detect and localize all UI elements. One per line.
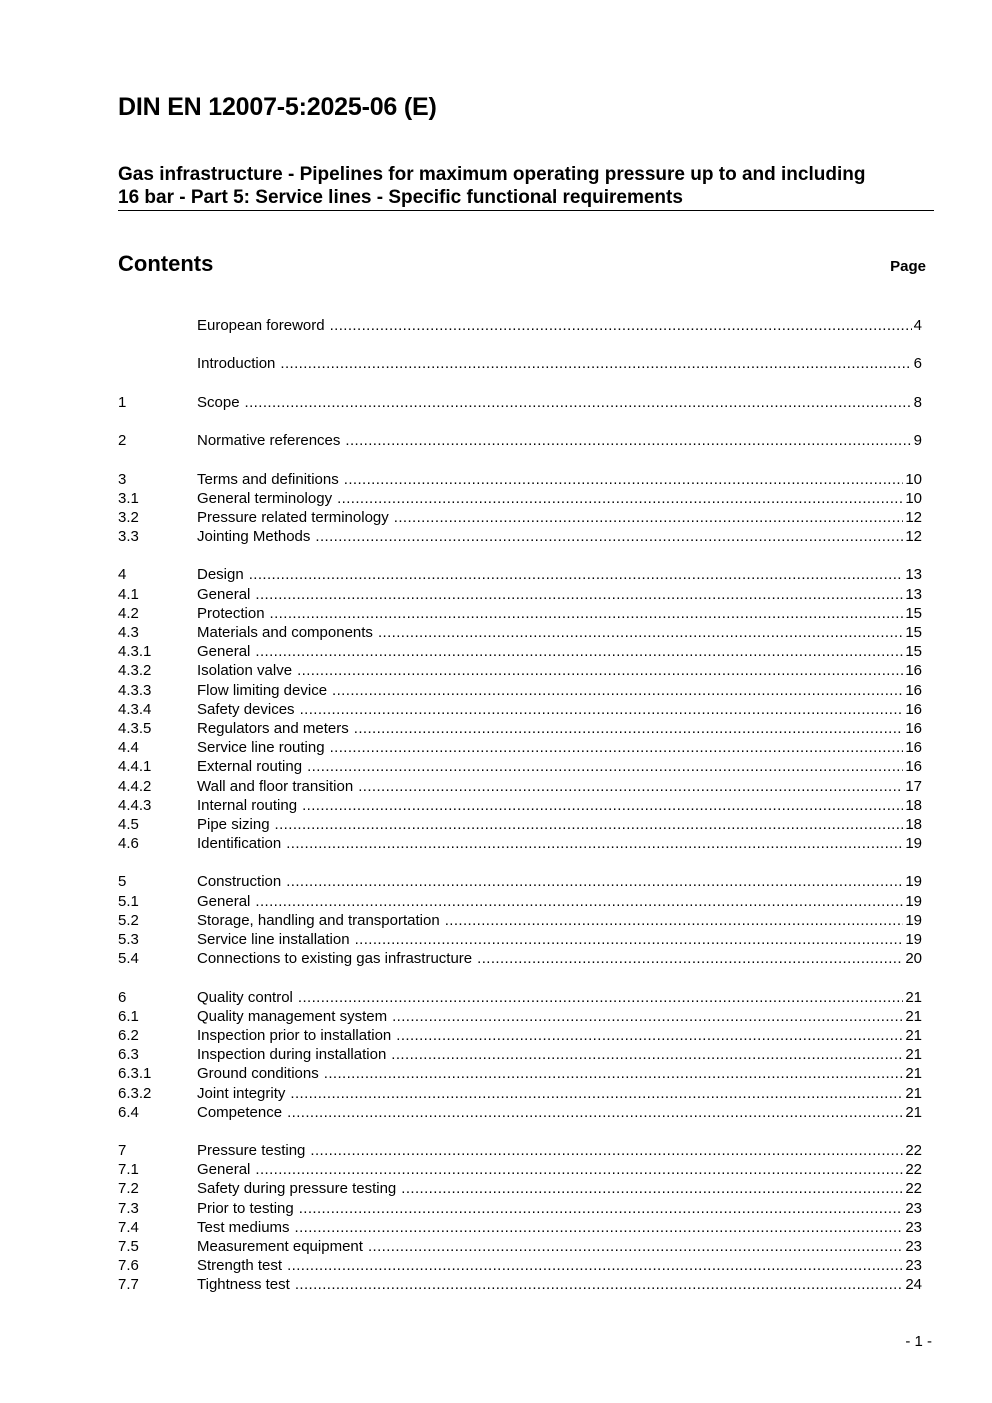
toc-entry-page: 15	[905, 604, 922, 622]
toc-entry-number: 6.3	[118, 1046, 139, 1064]
toc-entry-title: Identification	[197, 835, 282, 853]
toc-entry-title: Jointing Methods	[197, 528, 311, 546]
toc-entry-title: Service line installation	[197, 931, 350, 948]
toc-entry-title: Wall and floor transition	[197, 777, 354, 795]
toc-entry[interactable]	[118, 1141, 922, 1160]
toc-entry-page: 16	[905, 700, 922, 718]
toc-entry-number: 6.3.2	[118, 1084, 152, 1102]
toc-dot-leader	[287, 1256, 903, 1275]
toc-entry-number: 4.4	[118, 739, 139, 757]
toc-dot-leader	[368, 1237, 903, 1256]
toc-entry-page: 16	[905, 739, 922, 757]
toc-entry-title: Measurement equipment	[197, 1238, 363, 1255]
toc-entry-page: 19	[905, 873, 922, 891]
toc-entry-page: 23	[905, 1238, 922, 1255]
toc-dot-leader	[298, 988, 903, 1007]
toc-entry[interactable]	[118, 1026, 922, 1045]
toc-entry-number: 7	[118, 1142, 127, 1160]
toc-dot-leader	[249, 565, 904, 584]
toc-entry-page: 21	[905, 1084, 922, 1102]
toc-entry-number: 4.1	[118, 585, 139, 603]
toc-entry[interactable]	[118, 470, 922, 489]
toc-entry-number: 5.2	[118, 911, 139, 929]
toc-dot-leader	[286, 834, 903, 853]
toc-dot-leader	[330, 738, 904, 757]
toc-entry-title: Competence	[197, 1103, 283, 1121]
toc-entry-title: Introduction	[197, 355, 276, 373]
toc-entry-page: 13	[905, 566, 922, 584]
toc-entry-title: Service line routing	[197, 739, 325, 757]
toc-entry-number: 4.3.5	[118, 719, 152, 737]
toc-entry-number: 6.4	[118, 1103, 139, 1121]
toc-entry-number: 6.2	[118, 1026, 139, 1044]
toc-entry-number: 4.2	[118, 604, 139, 622]
toc-entry[interactable]	[118, 1179, 922, 1198]
toc-dot-leader	[394, 508, 904, 527]
toc-entry[interactable]	[118, 1045, 922, 1064]
toc-dot-leader	[255, 892, 903, 911]
toc-entry-title: Inspection prior to installation	[197, 1026, 392, 1044]
toc-entry-title: European foreword	[197, 317, 325, 334]
toc-entry-page: 12	[905, 528, 922, 546]
toc-entry[interactable]	[118, 1218, 922, 1237]
toc-dot-leader	[287, 1103, 903, 1122]
toc-entry[interactable]	[118, 316, 922, 335]
toc-entry[interactable]	[118, 719, 922, 738]
toc-dot-leader	[401, 1179, 903, 1198]
toc-entry-page: 21	[905, 1046, 922, 1064]
toc-entry-title: Materials and components	[197, 624, 373, 641]
toc-entry-title: Quality control	[197, 988, 293, 1006]
toc-entry-number: 4.4.3	[118, 796, 152, 814]
toc-entry-number: 7.7	[118, 1276, 139, 1294]
toc-entry-page: 9	[913, 432, 922, 450]
toc-dot-leader	[295, 1218, 904, 1237]
toc-entry-title: Isolation valve	[197, 662, 293, 680]
toc-entry[interactable]	[118, 393, 922, 412]
toc-entry-title: Ground conditions	[197, 1065, 319, 1083]
toc-dot-leader	[290, 1084, 903, 1103]
toc-entry-number: 6.3.1	[118, 1065, 152, 1083]
toc-dot-leader	[255, 1160, 903, 1179]
toc-dot-leader	[315, 527, 903, 546]
toc-entry-page: 15	[905, 643, 922, 661]
toc-entry-page: 19	[905, 931, 922, 948]
toc-entry-number: 7.5	[118, 1238, 139, 1255]
toc-entry[interactable]	[118, 661, 922, 680]
toc-dot-leader	[255, 642, 903, 661]
toc-dot-leader	[297, 661, 903, 680]
toc-entry-page: 24	[905, 1276, 922, 1294]
toc-entry-title: Strength test	[197, 1257, 283, 1275]
toc-entry-number: 3.3	[118, 528, 139, 546]
toc-entry-page: 19	[905, 892, 922, 910]
toc-entry-number: 7.6	[118, 1257, 139, 1275]
toc-entry-number: 7.1	[118, 1161, 139, 1179]
toc-entry[interactable]	[118, 1256, 922, 1275]
toc-entry-page: 16	[905, 662, 922, 680]
toc-entry-page: 21	[905, 1007, 922, 1025]
toc-dot-leader	[324, 1064, 904, 1083]
toc-entry-title: General	[197, 892, 251, 910]
toc-entry-page: 23	[905, 1199, 922, 1217]
toc-entry-title: Storage, handling and transportation	[197, 911, 440, 929]
toc-dot-leader	[307, 757, 903, 776]
toc-entry-number: 6	[118, 988, 127, 1006]
toc-dot-leader	[391, 1045, 903, 1064]
toc-entry-number: 4.6	[118, 835, 139, 853]
toc-entry[interactable]	[118, 757, 922, 776]
toc-entry-page: 21	[905, 1103, 922, 1121]
toc-entry-page: 16	[905, 719, 922, 737]
toc-entry[interactable]	[118, 1237, 922, 1256]
toc-entry[interactable]	[118, 700, 922, 719]
toc-entry-number: 4.4.1	[118, 758, 152, 776]
toc-entry-title: Safety devices	[197, 700, 295, 718]
toc-entry-page: 12	[905, 508, 922, 526]
toc-entry-page: 18	[905, 815, 922, 833]
toc-entry-number: 2	[118, 432, 127, 450]
toc-dot-leader	[477, 949, 903, 968]
toc-entry-title: Design	[197, 566, 244, 584]
toc-entry[interactable]	[118, 1007, 922, 1026]
toc-entry-title: General	[197, 643, 251, 661]
toc-entry[interactable]	[118, 565, 922, 584]
toc-entry[interactable]	[118, 431, 922, 450]
toc-entry-page: 23	[905, 1218, 922, 1236]
toc-entry-page: 10	[905, 470, 922, 488]
document-subtitle	[118, 163, 934, 211]
toc-dot-leader	[445, 911, 904, 930]
toc-entry-number: 5.1	[118, 892, 139, 910]
toc-entry-number: 4.3.4	[118, 700, 152, 718]
toc-entry[interactable]	[118, 777, 922, 796]
toc-dot-leader	[299, 1199, 904, 1218]
toc-entry-page: 4	[913, 317, 922, 334]
toc-entry-title: General	[197, 585, 251, 603]
toc-entry[interactable]	[118, 354, 922, 373]
subtitle-line-1: Gas infrastructure - Pipelines for maximum operating pressure up to and including	[118, 164, 866, 185]
toc-entry-title: Terms and definitions	[197, 470, 339, 488]
toc-entry-title: Pressure testing	[197, 1142, 306, 1160]
toc-dot-leader	[354, 719, 904, 738]
toc-entry-title: Prior to testing	[197, 1199, 294, 1217]
toc-dot-leader	[280, 354, 911, 373]
toc-dot-leader	[302, 796, 903, 815]
toc-entry-number: 4.3	[118, 624, 139, 641]
toc-entry[interactable]	[118, 681, 922, 700]
toc-entry-number: 1	[118, 393, 127, 411]
toc-entry-page: 18	[905, 796, 922, 814]
toc-entry-page: 23	[905, 1257, 922, 1275]
toc-entry-title: Pipe sizing	[197, 815, 270, 833]
toc-entry-number: 4.3.1	[118, 643, 152, 661]
toc-entry-number: 7.4	[118, 1218, 139, 1236]
toc-entry[interactable]	[118, 738, 922, 757]
toc-entry-page: 22	[905, 1142, 922, 1160]
page-column-heading: Page	[890, 258, 926, 275]
toc-entry[interactable]	[118, 796, 922, 815]
toc-entry-title: Scope	[197, 393, 240, 411]
toc-dot-leader	[345, 431, 911, 450]
toc-entry-title: Normative references	[197, 432, 341, 450]
toc-entry-number: 3	[118, 470, 127, 488]
toc-entry-page: 13	[905, 585, 922, 603]
toc-dot-leader	[392, 1007, 903, 1026]
toc-entry-page: 8	[913, 393, 922, 411]
toc-entry-page: 21	[905, 1026, 922, 1044]
toc-entry-page: 20	[905, 950, 922, 968]
toc-dot-leader	[396, 1026, 903, 1045]
toc-entry-title: General	[197, 1161, 251, 1179]
toc-dot-leader	[295, 1275, 903, 1294]
toc-entry[interactable]	[118, 834, 922, 853]
toc-entry-title: External routing	[197, 758, 303, 776]
toc-entry[interactable]	[118, 1103, 922, 1122]
subtitle-line-2: 16 bar - Part 5: Service lines - Specific functional requirements	[118, 187, 683, 208]
toc-entry[interactable]	[118, 623, 922, 642]
toc-entry[interactable]	[118, 949, 922, 968]
toc-entry[interactable]	[118, 815, 922, 834]
toc-entry-page: 21	[905, 988, 922, 1006]
toc-entry[interactable]	[118, 892, 922, 911]
toc-entry-number: 7.3	[118, 1199, 139, 1217]
toc-dot-leader	[337, 489, 903, 508]
toc-dot-leader	[275, 815, 904, 834]
toc-entry-title: Connections to existing gas infrastructure	[197, 950, 473, 968]
toc-entry-page: 22	[905, 1180, 922, 1198]
toc-entry-page: 17	[905, 777, 922, 795]
toc-dot-leader	[332, 681, 903, 700]
toc-entry-number: 5	[118, 873, 127, 891]
toc-entry[interactable]	[118, 1084, 922, 1103]
toc-entry[interactable]	[118, 508, 922, 527]
toc-entry-number: 3.2	[118, 508, 139, 526]
toc-entry[interactable]	[118, 872, 922, 891]
toc-entry-title: Pressure related terminology	[197, 508, 389, 526]
footer-page-number: - 1 -	[905, 1333, 932, 1350]
toc-entry-title: Regulators and meters	[197, 719, 349, 737]
toc-entry-number: 5.3	[118, 931, 139, 948]
toc-entry[interactable]	[118, 930, 922, 949]
toc-entry-number: 4.3.2	[118, 662, 152, 680]
toc-dot-leader	[310, 1141, 903, 1160]
toc-entry-title: Tightness test	[197, 1276, 290, 1294]
toc-dot-leader	[358, 777, 903, 796]
toc-entry-page: 15	[905, 624, 922, 641]
toc-entry-page: 21	[905, 1065, 922, 1083]
toc-entry-title: Construction	[197, 873, 282, 891]
toc-entry[interactable]	[118, 1199, 922, 1218]
toc-entry-title: Inspection during installation	[197, 1046, 387, 1064]
toc-entry[interactable]	[118, 489, 922, 508]
toc-entry[interactable]	[118, 642, 922, 661]
toc-entry[interactable]	[118, 988, 922, 1007]
toc-dot-leader	[245, 393, 912, 412]
contents-heading: Contents	[118, 251, 214, 276]
toc-entry-page: 10	[905, 489, 922, 507]
toc-entry[interactable]	[118, 1275, 922, 1294]
toc-entry-page: 19	[905, 835, 922, 853]
toc-entry-number: 3.1	[118, 489, 139, 507]
toc-dot-leader	[344, 470, 904, 489]
toc-entry-page: 6	[913, 355, 922, 373]
toc-entry-number: 4	[118, 566, 127, 584]
toc-entry-page: 16	[905, 681, 922, 699]
toc-entry-number: 4.3.3	[118, 681, 152, 699]
toc-dot-leader	[330, 316, 912, 335]
toc-entry-title: Protection	[197, 604, 265, 622]
table-of-contents	[118, 316, 922, 1295]
toc-entry-page: 16	[905, 758, 922, 776]
toc-entry-title: Flow limiting device	[197, 681, 328, 699]
toc-entry[interactable]	[118, 585, 922, 604]
toc-entry-number: 6.1	[118, 1007, 139, 1025]
toc-dot-leader	[270, 604, 904, 623]
toc-entry-title: Test mediums	[197, 1218, 290, 1236]
document-id: DIN EN 12007-5:2025-06 (E)	[118, 93, 437, 121]
toc-entry-title: Internal routing	[197, 796, 298, 814]
toc-entry-title: General terminology	[197, 489, 333, 507]
toc-entry-number: 7.2	[118, 1180, 139, 1198]
toc-dot-leader	[355, 930, 904, 949]
toc-entry-page: 19	[905, 911, 922, 929]
toc-dot-leader	[300, 700, 904, 719]
toc-entry-title: Joint integrity	[197, 1084, 286, 1102]
toc-dot-leader	[378, 623, 903, 642]
toc-entry[interactable]	[118, 527, 922, 546]
toc-entry-title: Safety during pressure testing	[197, 1180, 397, 1198]
toc-entry-number: 4.4.2	[118, 777, 152, 795]
toc-entry[interactable]	[118, 1160, 922, 1179]
toc-entry-number: 4.5	[118, 815, 139, 833]
toc-dot-leader	[286, 872, 903, 891]
toc-entry-title: Quality management system	[197, 1007, 388, 1025]
toc-entry[interactable]	[118, 604, 922, 623]
toc-entry-page: 22	[905, 1161, 922, 1179]
toc-entry[interactable]	[118, 1064, 922, 1083]
toc-dot-leader	[255, 585, 903, 604]
toc-entry-number: 5.4	[118, 950, 139, 968]
toc-entry[interactable]	[118, 911, 922, 930]
